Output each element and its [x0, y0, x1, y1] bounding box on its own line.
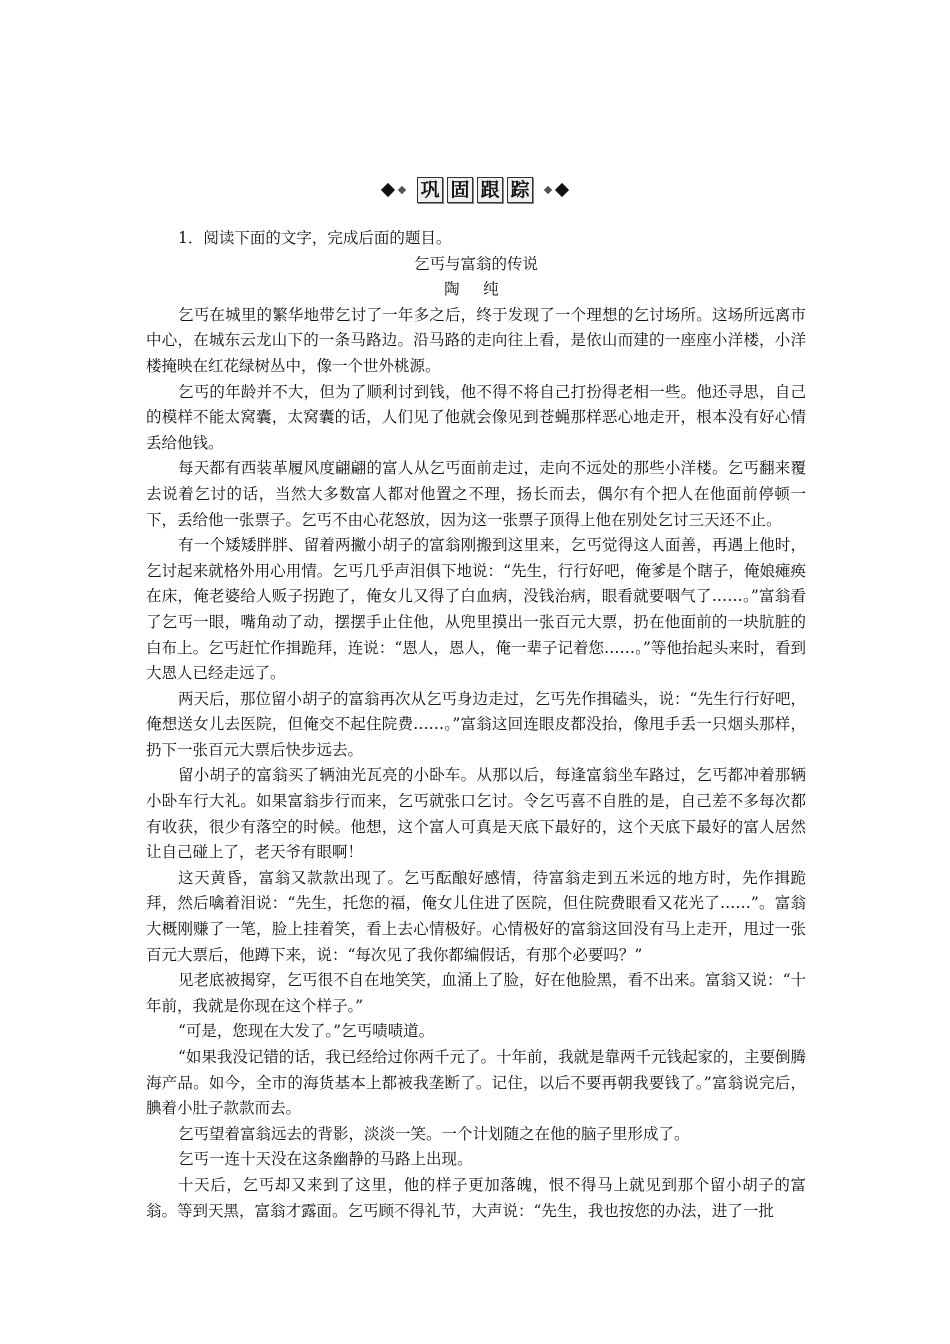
- article-author: 陶 纯: [444, 280, 508, 299]
- paragraph: 留小胡子的富翁买了辆油光瓦亮的小卧车。从那以后，每逢富翁坐车路过，乞丐都冲着那辆小卧车行大礼。如果富翁步行而来，乞丐就张口乞讨。令乞丐喜不自胜的是，自己差不多每次都有收获，很少有落空的时候。他想，这个富人可真是天底下最好的，这个天底下最好的富人居然让自己碰上了，老天爷有眼啊！: [146, 766, 806, 862]
- paragraph: 乞丐一连十天没在这条幽静的马路上出现。: [178, 1150, 473, 1169]
- section-banner: [0, 176, 950, 204]
- paragraph: 这天黄昏，富翁又款款出现了。乞丐酝酿好感情，待富翁走到五米远的地方时，先作揖跪拜，然后噙着泪说：“先生，托您的福，俺女儿住进了医院，但住院费眼看又花光了……”。富翁大概刚赚了一笔，脸上挂着笑，看上去心情极好。心情极好的富翁这回没有马上走开，甩过一张百元大票后，他蹲下来，说：“每次见了我你都编假话，有那个必要吗？”: [146, 868, 806, 964]
- paragraph: “如果我没记错的话，我已经给过你两千元了。十年前，我就是靠两千元钱起家的，主要倒腾海产品。如今，全市的海货基本上都被我垄断了。记住，以后不要再朝我要钱了。”富翁说完后，腆着小肚子款款而去。: [146, 1048, 806, 1118]
- paragraph: “可是，您现在大发了。”乞丐啧啧道。: [178, 1022, 435, 1041]
- paragraph: 两天后，那位留小胡子的富翁再次从乞丐身边走过，乞丐先作揖磕头，说：“先生行行好吧，俺想送女儿去医院，但俺交不起住院费……。”富翁这回连眼皮都没抬，像甩手丢一只烟头那样，扔下一张百元大票后快步远去。: [146, 689, 806, 759]
- banner-char: 踪: [507, 177, 533, 203]
- paragraph: 乞丐的年龄并不大，但为了顺利讨到钱，他不得不将自己打扮得老相一些。他还寻思，自己的模样不能太窝囊，太窝囊的话，人们见了他就会像见到苍蝇那样恶心地走开，根本没有好心情丢给他钱。: [146, 382, 806, 452]
- diamond-ornament-icon: [398, 186, 406, 194]
- paragraph: 每天都有西装革履风度翩翩的富人从乞丐面前走过，走向不远处的那些小洋楼。乞丐翻来覆去说着乞讨的话，当然大多数富人都对他置之不理，扬长而去，偶尔有个把人在他面前停顿一下，丢给他一张票子。乞丐不由心花怒放，因为这一张票子顶得上他在别处乞讨三天还不止。: [146, 459, 806, 529]
- paragraph: 十天后，乞丐却又来到了这里，他的样子更加落魄，恨不得马上就见到那个留小胡子的富翁。等到天黑，富翁才露面。乞丐顾不得礼节，大声说：“先生，我也按您的办法，进了一批: [146, 1175, 806, 1220]
- document-body: [146, 226, 806, 1224]
- diamond-ornament-icon: [544, 186, 552, 194]
- banner-char: 巩: [417, 177, 443, 203]
- article-title: 乞丐与富翁的传说: [413, 254, 538, 273]
- paragraph: 有一个矮矮胖胖、留着两撇小胡子的富翁刚搬到这里来，乞丐觉得这人面善，再遇上他时，乞讨起来就格外用心用情。乞丐几乎声泪俱下地说：“先生，行行好吧，俺爹是个瞎子，俺娘瘫痪在床，俺老婆给人贩子拐跑了，俺女儿又得了白血病，没钱治病，眼看就要咽气了……。”富翁看了乞丐一眼，嘴角动了动，摆摆手止住他，从兜里摸出一张百元大票，扔在他面前的一块肮脏的白布上。乞丐赶忙作揖跪拜，连说：“恩人，恩人，俺一辈子记着您……。”等他抬起头来时，看到大恩人已经走远了。: [146, 536, 806, 683]
- diamond-ornament-icon: [381, 183, 395, 197]
- banner-char: 固: [447, 177, 473, 203]
- paragraph: 乞丐望着富翁远去的背影，淡淡一笑。一个计划随之在他的脑子里形成了。: [178, 1124, 690, 1143]
- paragraph: 见老底被揭穿，乞丐很不自在地笑笑，血涌上了脸，好在他脸黑，看不出来。富翁又说：“十年前，我就是你现在这个样子。”: [146, 971, 806, 1015]
- question-prompt: 1．阅读下面的文字，完成后面的题目。: [178, 229, 452, 247]
- paragraph: 乞丐在城里的繁华地带乞讨了一年多之后，终于发现了一个理想的乞讨场所。这场所远离市中心，在城东云龙山下的一条马路边。沿马路的走向往上看，是依山而建的一座座小洋楼，小洋楼掩映在红花绿树丛中，像一个世外桃源。: [146, 305, 806, 375]
- banner-title: [417, 177, 533, 203]
- banner-char: 跟: [477, 177, 503, 203]
- diamond-ornament-icon: [555, 183, 569, 197]
